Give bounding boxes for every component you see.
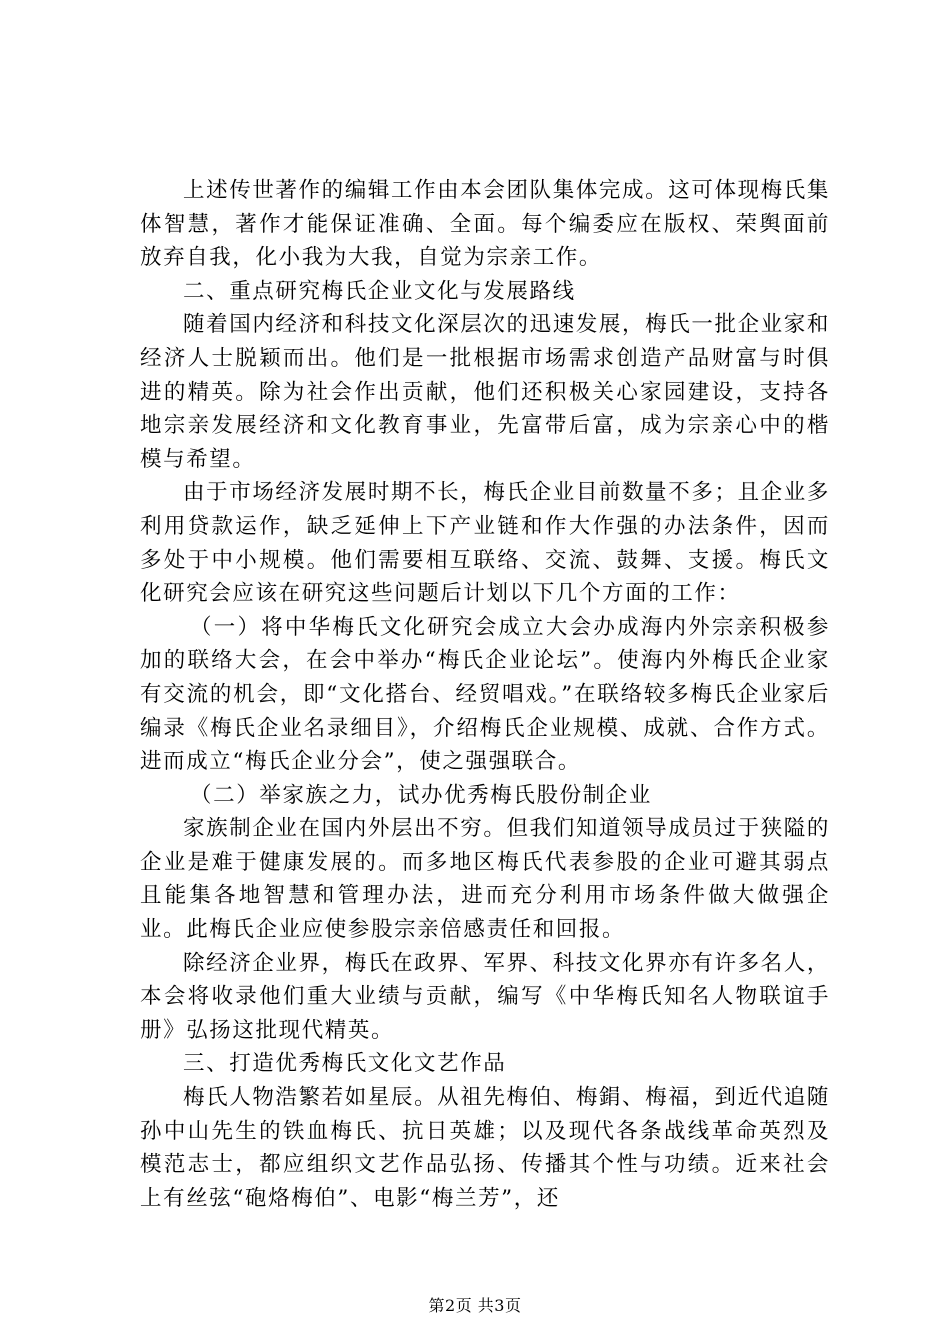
page-number-footer: 第2页 共3页 (428, 1296, 522, 1315)
document-body (140, 174, 830, 1215)
paragraph-editing-work: 上述传世著作的编辑工作由本会团队集体完成。这可体现梅氏集体智慧，著作才能保证准确、全面。每个编委应在版权、荣舆面前放弃自我，化小我为大我，自觉为宗亲工作。 (140, 178, 830, 271)
paragraph-notable-figures: 除经济企业界，梅氏在政界、军界、科技文化界亦有许多名人，本会将收录他们重大业绩与贡献，编写《中华梅氏知名人物联谊手册》弘扬这批现代精英。 (140, 950, 830, 1043)
section-heading-enterprise-culture: 二、重点研究梅氏企业文化与发展路线 (183, 278, 576, 304)
paragraph-family-enterprise: 家族制企业在国内外层出不穷。但我们知道领导成员过于狭隘的企业是难于健康发展的。而多地区梅氏代表参股的企业可避其弱点且能集各地智慧和管理办法，进而充分利用市场条件做大做强企业。此梅氏企业应使参股宗亲倍感责任和回报。 (140, 816, 830, 943)
paragraph-market-economy: 由于市场经济发展时期不长，梅氏企业目前数量不多；且企业多利用贷款运作，缺乏延伸上下产业链和作大作强的办法条件，因而多处于中小规模。他们需要相互联络、交流、鼓舞、支援。梅氏文化研究会应该在研究这些问题后计划以下几个方面的工作： (140, 480, 830, 607)
paragraph-entrepreneurs: 随着国内经济和科技文化深层次的迅速发展，梅氏一批企业家和经济人士脱颖而出。他们是一批根据市场需求创造产品财富与时俱进的精英。除为社会作出贡献，他们还积极关心家园建设，支持各地宗亲发展经济和文化教育事业，先富带后富，成为宗亲心中的楷模与希望。 (140, 312, 830, 472)
subheading-item-two: （二）举家族之力，试办优秀梅氏股份制企业 (190, 782, 653, 808)
section-heading-literary-works: 三、打造优秀梅氏文化文艺作品 (183, 1051, 507, 1077)
paragraph-item-one: （一）将中华梅氏文化研究会成立大会办成海内外宗亲积极参加的联络大会，在会中举办“梅氏企业论坛”。使海内外梅氏企业家有交流的机会，即“文化搭台、经贸唱戏。”在联络较多梅氏企业家后编录《梅氏企业名录细目》，介绍梅氏企业规模、成就、合作方式。进而成立“梅氏企业分会”，使之强强联合。 (140, 614, 830, 775)
paragraph-historical-figures: 梅氏人物浩繁若如星辰。从祖先梅伯、梅鋗、梅福，到近代追随孙中山先生的铁血梅氏、抗日英雄；以及现代各条战线革命英烈及模范志士，都应组织文艺作品弘扬、传播其个性与功绩。近来社会上有丝弦“砲烙梅伯”、电影“梅兰芳”，还 (140, 1085, 830, 1211)
